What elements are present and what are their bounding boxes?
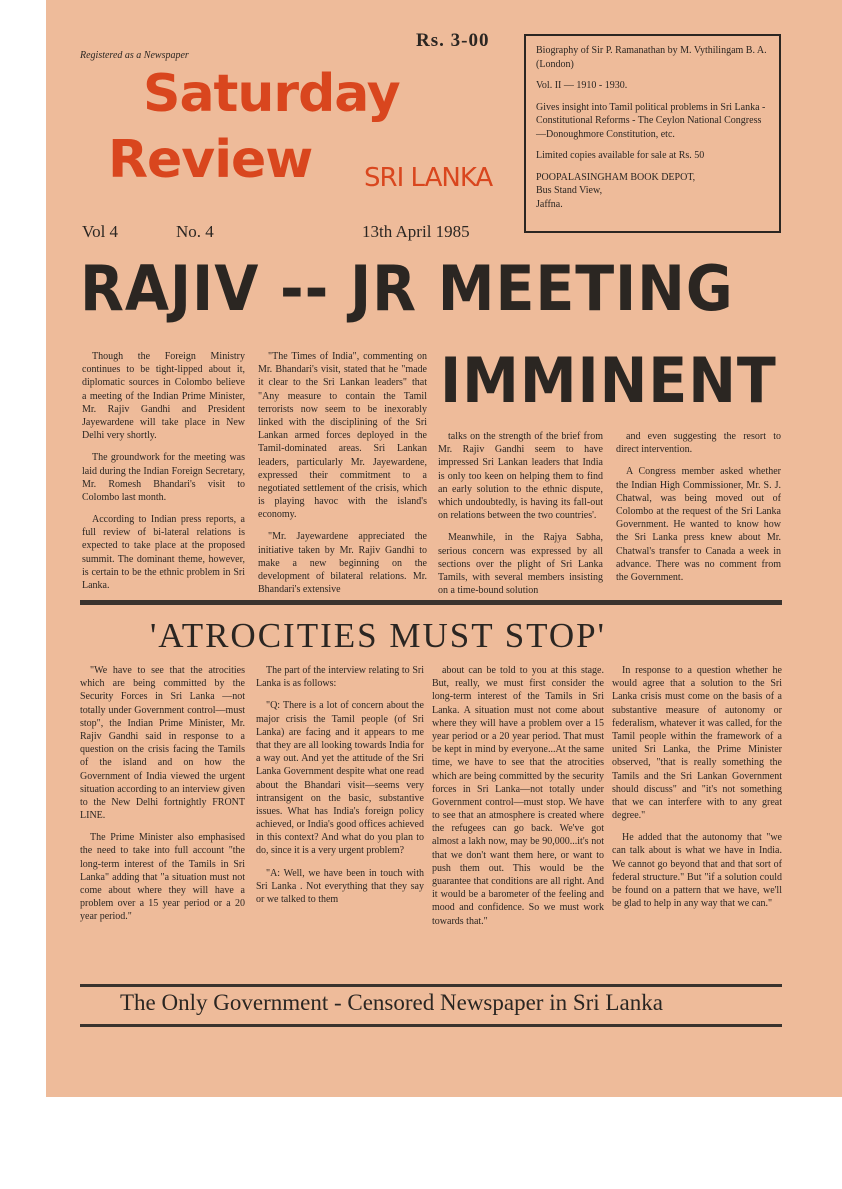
paragraph: talks on the strength of the brief from Mr. Rajiv Gandhi seem to have impressed Sri Lankan leaders that India is only too keen on helping them to find an early solution to the ethnic dispute, which undoubtedly, is having its fall-out on relations between the two countries'.: [438, 431, 603, 522]
story1-column-1: [82, 350, 245, 601]
footer-rule-top: [80, 984, 782, 987]
issue-number: No. 4: [176, 222, 214, 241]
story1-column-4: [616, 430, 781, 593]
book-advert-box: [524, 34, 781, 233]
paragraph: Though the Foreign Ministry continues to be tight-lipped about it, diplomatic sources in Colombo believe a meeting of the Indian Prime Minister, Mr. Rajiv Gandhi and President Jayewardene will take place in New Delhi very shortly.: [82, 351, 245, 442]
issue-date: 13th April 1985: [362, 222, 470, 241]
advert-line: POOPALASINGHAM BOOK DEPOT,: [536, 171, 696, 183]
story1-column-3: [438, 430, 603, 606]
masthead-title-line1: Saturday: [143, 64, 400, 124]
story1-column-2: [258, 350, 427, 605]
advert-line: Bus Stand View,: [536, 185, 603, 196]
advert-line: Biography of Sir P. Ramanathan by M. Vythilingam B. A. (London): [536, 45, 767, 70]
masthead-title-line2: Review: [108, 130, 313, 190]
paragraph: and even suggesting the resort to direct intervention.: [616, 431, 781, 456]
headline-atrocities: 'ATROCITIES MUST STOP': [150, 616, 606, 655]
footer-rule-bottom: [80, 1024, 782, 1027]
section-divider: [80, 600, 782, 605]
paragraph: In response to a question whether he would agree that a solution to the Sri Lanka crisis must come on the basis of a substantive measure of autonomy or federalism, whatever it was called, for the Tamil people within the framework of a united Sri Lanka, the Prime Minister observed, "that is really something the Tamils and the Sri Lankan Government should discuss" and "it's not something that we can interfere with to any great degree.": [612, 665, 782, 822]
paragraph: "Mr. Jayewardene appreciated the initiative taken by Mr. Rajiv Gandhi to make a new beginning on the development of bilateral relations. Mr. Bhandari's extensive: [258, 531, 427, 596]
story2-column-2: [256, 664, 424, 915]
headline-main: RAJIV -- JR MEETING: [80, 252, 734, 325]
registered-note: Registered as a Newspaper: [80, 50, 189, 61]
paragraph: "Q: There is a lot of concern about the major crisis the Tamil people (of Sri Lanka) are facing and it appears to me that they are all looking towards India for a way out. And yet the attitude of the Sri Lanka Government despite what one read about the Bhandari visit—seems very intransigent on the basic, substantive issues. What has India's foreign policy achieved, or India's good offices achieved in this context? And what do you plan to do, since it is a very urgent problem?: [256, 700, 424, 857]
footer-tagline: The Only Government - Censored Newspaper in Sri Lanka: [120, 990, 663, 1015]
price-label: Rs. 3-00: [416, 30, 490, 51]
advert-line: Limited copies available for sale at Rs. 50: [536, 150, 705, 161]
paragraph: According to Indian press reports, a full review of bi-lateral relations is expected to take place at the proposed summit. The dominant theme, however, is certain to be the ethnic problem in Sri Lanka.: [82, 514, 245, 591]
advert-line: Jaffna.: [536, 198, 563, 210]
story2-column-3: [432, 664, 604, 937]
paragraph: The Prime Minister also emphasised the need to take into full account "the long-term interest of the Tamils in Sri Lanka" adding that "a situation must not come about where they will have a problem over a 15 year period or a 20 year period.": [80, 832, 245, 923]
story2-column-1: [80, 664, 245, 933]
advert-line: Vol. II — 1910 - 1930.: [536, 80, 628, 91]
story2-column-4: [612, 664, 782, 919]
paragraph: "A: Well, we have been in touch with Sri Lanka . Not everything that they say or we talked to them: [256, 867, 424, 905]
paragraph: about can be told to you at this stage. But, really, we must first consider the long-term interest of the Tamils in Sri Lanka. A situation must not come about where they will have a problem over a 15 year period or a 20 year period. That must be kept in mind by everyone...At the same time, we have to see that the atrocities which are being committed by the security forces in Sri Lanka—not totally under Government control—must stop. We have to see that an atmosphere is created where the refugees can go back. We've got almost a lakh now, may be 90,000...it's not that we don't want them here, or want to push them out. This would be the guarantee that conditions are all right. And it would be a barometer of the feeling and mood and confidence. So we must work towards that.": [432, 665, 604, 927]
paragraph: "The Times of India", commenting on Mr. Bhandari's visit, stated that he "made it clear to the Sri Lankan leaders" that "Any measure to contain the Tamil terrorists now seem to be inexorably linked with the disciplining of the Sri Lankan armed forces deployed in the Tamil-dominated areas. Sri Lankan leaders, particularly Mr. Jayewardene, expressed their commitment to a negotiated settlement of the crisis, which is playing havoc with the island's economy.: [258, 351, 427, 521]
advert-line: Gives insight into Tamil political problems in Sri Lanka - Constitutional Reforms - The Ceylon National Congress—Donoughmore Constitution, etc.: [536, 101, 766, 140]
paragraph: The groundwork for the meeting was laid during the Indian Foreign Secretary, Mr. Romesh Bhandari's visit to Colombo last month.: [82, 452, 245, 503]
paragraph: Meanwhile, in the Rajya Sabha, serious concern was expressed by all sections over the plight of Sri Lanka Tamils, with several members insisting on a time-bound solution: [438, 532, 603, 597]
volume-number: Vol 4: [82, 222, 119, 241]
paragraph: A Congress member asked whether the Indian High Commissioner, Mr. S. J. Chatwal, was being moved out of Colombo at the request of the Sri Lanka Government. He wanted to know how the Sri Lanka press knew about Mr. Chatwal's transfer to Canada a week in advance. There was no comment from the Government.: [616, 466, 781, 583]
headline-main-continued: IMMINENT: [440, 344, 777, 417]
paragraph: The part of the interview relating to Sri Lanka is as follows:: [256, 665, 424, 690]
paragraph: "We have to see that the atrocities which are being committed by the Security Forces in Sri Lanka —not totally under Government control—must stop", the Indian Prime Minister, Mr. Rajiv Gandhi said in response to a question on the crisis facing the Tamils of the island and on how the Government of India viewed the urgent situation according to an interview given to the New Delhi fortnightly FRONT LINE.: [80, 665, 245, 822]
paragraph: He added that the autonomy that "we can talk about is what we have in India. We cannot go beyond that and that sort of federal structure." But "if a solution could be found on a pattern that we have, we'll be glad to help in any way that we can.": [612, 832, 782, 910]
masthead-country: SRI LANKA: [364, 163, 493, 193]
